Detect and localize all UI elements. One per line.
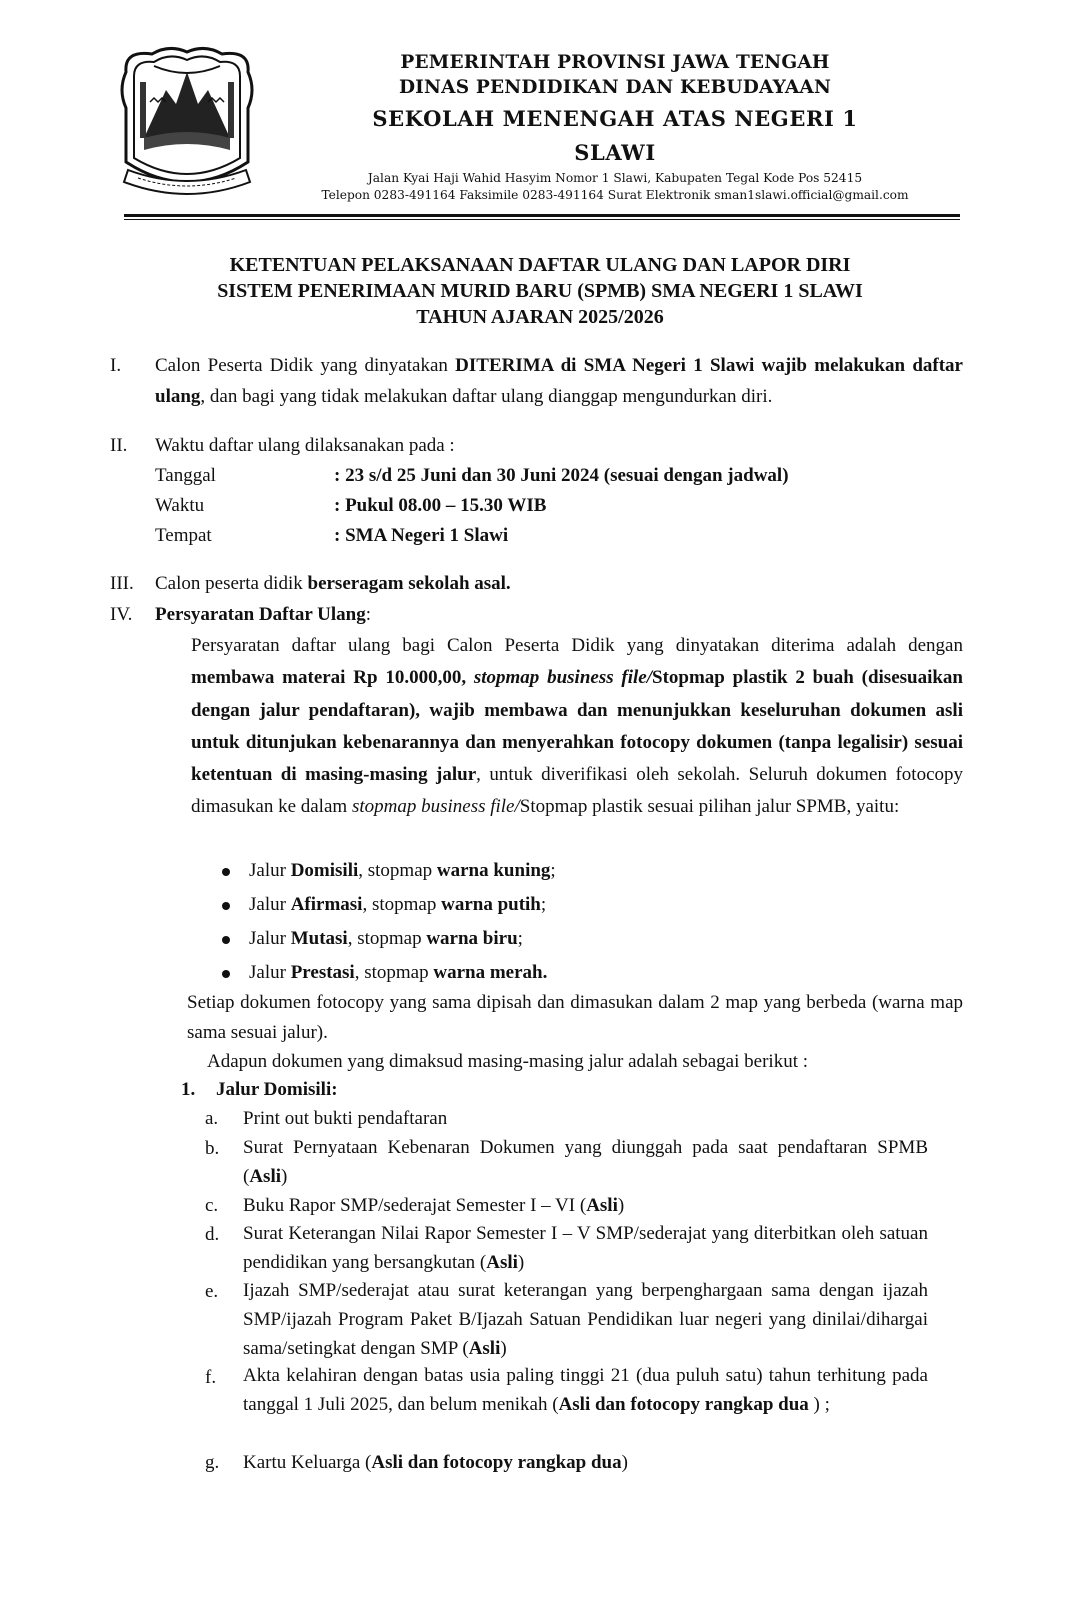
jalur-1-number: 1.: [181, 1079, 196, 1100]
section-2-number: II.: [110, 435, 128, 456]
item-c-label: c.: [205, 1195, 219, 1216]
letterhead-school: SEKOLAH MENENGAH ATAS NEGERI 1: [372, 106, 858, 131]
jalur-1-title: Jalur Domisili:: [216, 1079, 338, 1100]
item-a-label: a.: [205, 1108, 219, 1129]
schedule-time-value: : Pukul 08.00 – 15.30 WIB: [334, 495, 547, 516]
separation-note: Setiap dokumen fotocopy yang sama dipisah dan dimasukan dalam 2 map yang berbeda (warna map sama sesuai jalur).: [187, 992, 963, 1043]
document-title: [100, 252, 980, 330]
letterhead-address: Jalan Kyai Haji Wahid Hasyim Nomor 1 Slawi, Kabupaten Tegal Kode Pos 52415: [367, 171, 863, 185]
section-4-number: IV.: [110, 604, 133, 625]
schedule-time-label: Waktu: [155, 495, 205, 516]
letterhead-rule-thin: [124, 219, 960, 220]
bullet-marker: [222, 902, 230, 910]
section-1-number: I.: [110, 355, 122, 376]
item-g-label: g.: [205, 1452, 220, 1473]
item-a-text: Print out bukti pendaftaran: [243, 1108, 448, 1129]
bullet-marker: [222, 868, 230, 876]
item-e-text: Ijazah SMP/sederajat atau surat keterangan yang berpenghargaan sama dengan ijazah SMP/ijazah Program Paket B/Ijazah Satuan Pendidikan luar negeri yang dinilai/dihargai sama/setingkat dengan SMP (Asli): [243, 1280, 928, 1359]
letterhead-department: DINAS PENDIDIKAN DAN KEBUDAYAAN: [398, 77, 832, 98]
item-e-label: e.: [205, 1281, 219, 1302]
item-c-text: Buku Rapor SMP/sederajat Semester I – VI (Asli): [243, 1195, 625, 1216]
bullet-mutasi: Jalur Mutasi, stopmap warna biru;: [249, 928, 523, 949]
requirements-paragraph: Persyaratan daftar ulang bagi Calon Peserta Didik yang dinyatakan diterima adalah dengan membawa materai Rp 10.000,00, stopmap business file/Stopmap plastik 2 buah (disesuaikan dengan jalur pendaftaran), wajib membawa dan menunjukkan keseluruhan dokumen asli untuk ditunjukan kebenarannya dan menyerahkan fotocopy dokumen (tanpa legalisir) sesuai ketentuan di masing-masing jalur, untuk diverifikasi oleh sekolah. Seluruh dokumen fotocopy dimasukan ke dalam stopmap business file/Stopmap plastik sesuai pilihan jalur SPMB, yaitu:: [191, 635, 964, 818]
item-b-label: b.: [205, 1138, 220, 1159]
item-b-text: Surat Pernyataan Kebenaran Dokumen yang diunggah pada saat pendaftaran SPMB (Asli): [243, 1137, 928, 1187]
title-line-3: TAHUN AJARAN 2025/2026: [416, 306, 664, 328]
section-1-emphasis: DITERIMA di SMA Negeri 1 Slawi wajib melakukan daftar ulang: [155, 355, 963, 407]
letterhead-city: SLAWI: [574, 140, 656, 165]
item-g-text: Kartu Keluarga (Asli dan fotocopy rangkap dua): [243, 1452, 628, 1473]
schedule-date-value: : 23 s/d 25 Juni dan 30 Juni 2024 (sesuai dengan jadwal): [334, 465, 789, 486]
item-d-text: Surat Keterangan Nilai Rapor Semester I – V SMP/sederajat yang diterbitkan oleh satuan pendidikan yang bersangkutan (Asli): [243, 1223, 928, 1273]
schedule-place-label: Tempat: [155, 525, 212, 546]
documents-intro: Adapun dokumen yang dimaksud masing-masing jalur adalah sebagai berikut :: [207, 1051, 808, 1072]
letterhead: [270, 50, 960, 204]
letterhead-rule-thick: [124, 214, 960, 217]
bullet-marker: [222, 936, 230, 944]
item-f-label: f.: [205, 1367, 217, 1388]
coat-of-arms-logo: [114, 42, 260, 200]
bullet-marker: [222, 970, 230, 978]
bullet-prestasi: Jalur Prestasi, stopmap warna merah.: [249, 962, 548, 983]
schedule-date-label: Tanggal: [155, 465, 216, 486]
section-4-heading: Persyaratan Daftar Ulang:: [155, 604, 372, 625]
section-2-intro: Waktu daftar ulang dilaksanakan pada :: [155, 435, 455, 456]
title-line-1: KETENTUAN PELAKSANAAN DAFTAR ULANG DAN LAPOR DIRI: [229, 254, 851, 276]
section-3-text: Calon peserta didik berseragam sekolah asal.: [155, 573, 511, 594]
schedule-place-value: : SMA Negeri 1 Slawi: [334, 525, 509, 546]
section-1-text: Calon Peserta Didik yang dinyatakan DITERIMA di SMA Negeri 1 Slawi wajib melakukan daftar ulang, dan bagi yang tidak melakukan daftar ulang dianggap mengundurkan diri.: [155, 355, 963, 407]
section-3-number: III.: [110, 573, 134, 594]
letterhead-government: PEMERINTAH PROVINSI JAWA TENGAH: [400, 52, 830, 73]
item-f-text: Akta kelahiran dengan batas usia paling tinggi 21 (dua puluh satu) tahun terhitung pada tanggal 1 Juli 2025, dan belum menikah (Asli dan fotocopy rangkap dua ) ;: [243, 1365, 928, 1415]
item-d-label: d.: [205, 1224, 220, 1245]
letterhead-contact: Telepon 0283-491164 Faksimile 0283-491164 Surat Elektronik sman1slawi.official@gmail.com: [321, 188, 909, 202]
bullet-afirmasi: Jalur Afirmasi, stopmap warna putih;: [249, 894, 547, 915]
bullet-domisili: Jalur Domisili, stopmap warna kuning;: [249, 860, 556, 881]
title-line-2: SISTEM PENERIMAAN MURID BARU (SPMB) SMA NEGERI 1 SLAWI: [217, 280, 863, 302]
